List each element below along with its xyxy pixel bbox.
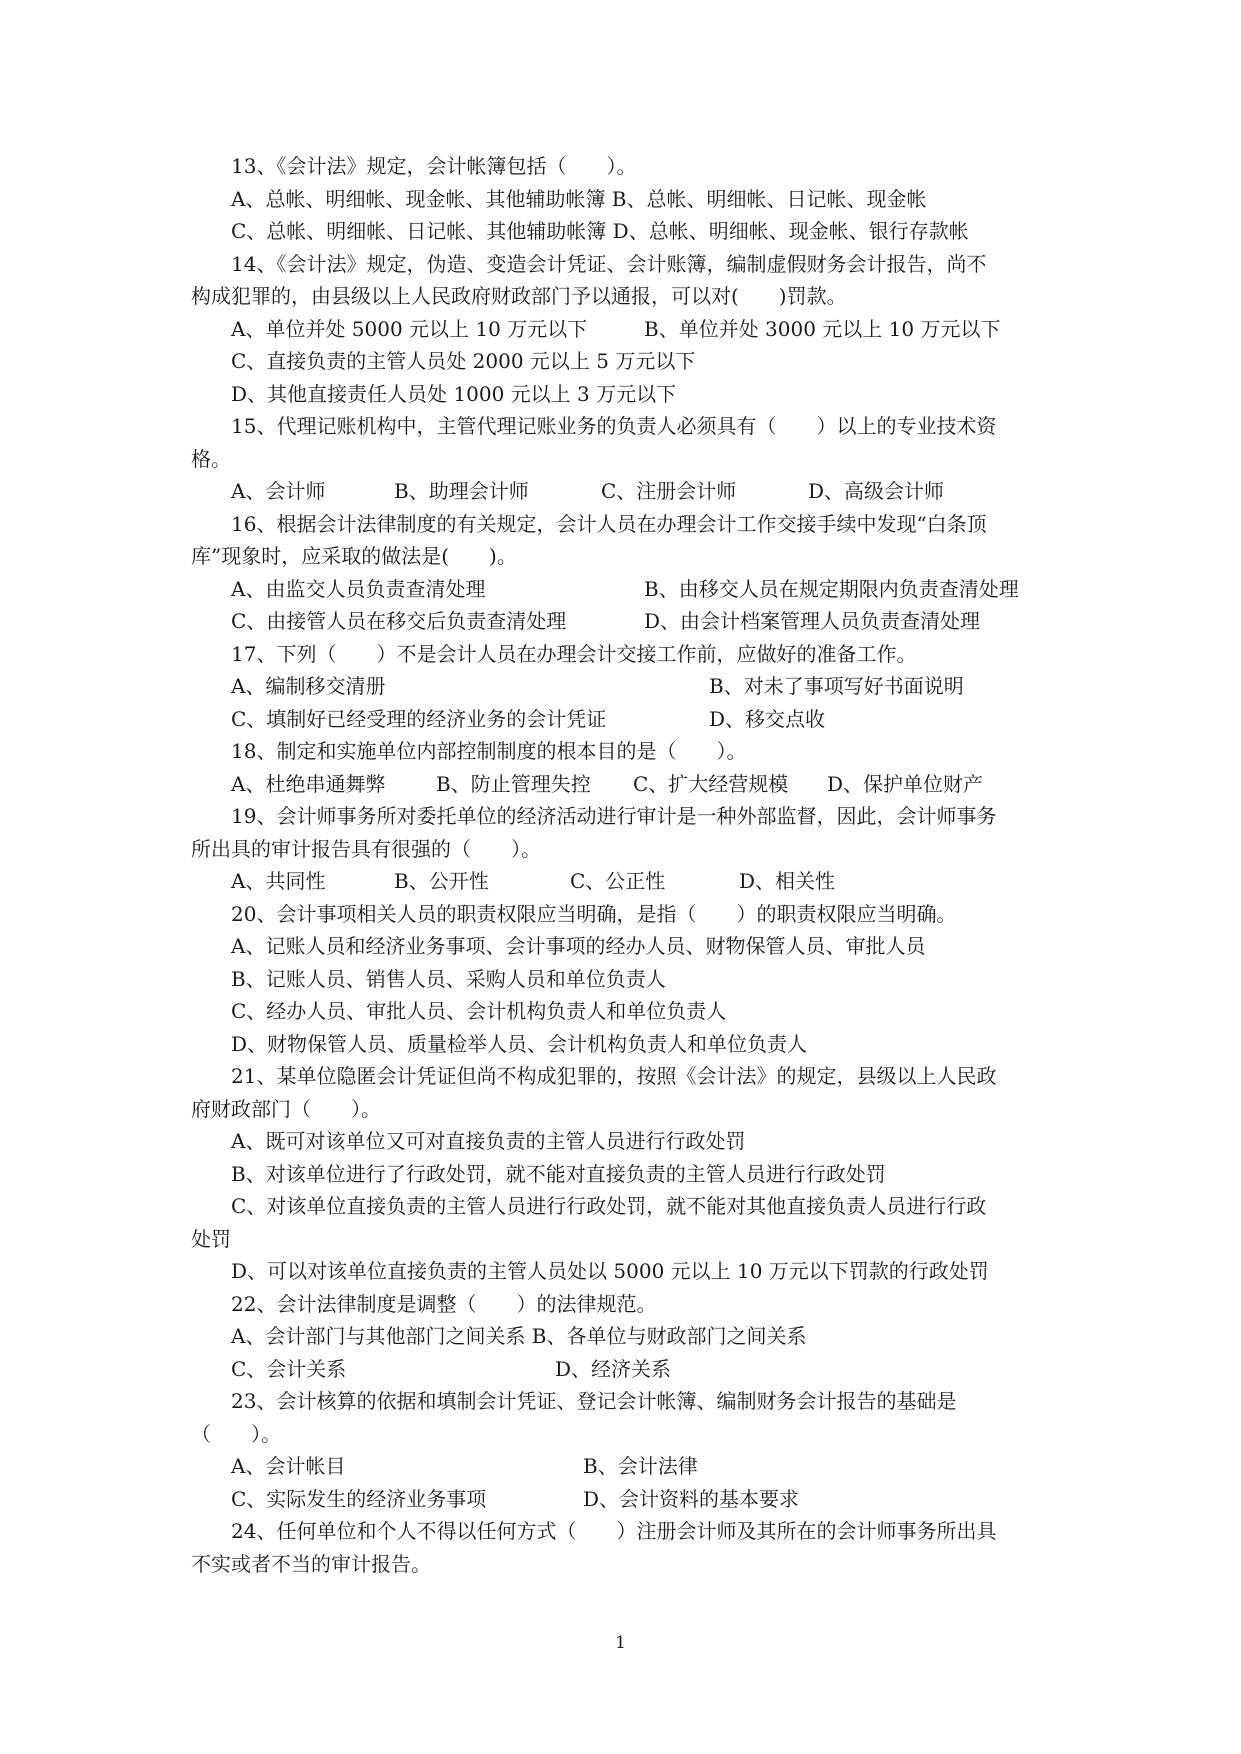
question-23-options-ab — [191, 1450, 1063, 1483]
question-18-option-a: A、杜绝串通舞弊 — [231, 771, 386, 796]
question-19-option-d: D、相关性 — [739, 869, 836, 893]
question-17-stem: 17、下列（ ）不是会计人员在办理会计交接工作前，应做好的准备工作。 — [231, 641, 917, 666]
question-14-option-d: D、其他直接责任人员处 1000 元以上 3 万元以下 — [231, 381, 677, 406]
question-23-options-cd — [191, 1483, 1063, 1516]
question-23-stem-line-1: 23、会计核算的依据和填制会计凭证、登记会计帐簿、编制财务会计报告的基础是 — [231, 1389, 957, 1413]
question-22-stem: 22、会计法律制度是调整（ ）的法律规范。 — [231, 1291, 657, 1316]
question-24-stem-line-1: 24、任何单位和个人不得以任何方式（ ）注册会计师及其所在的会计师事务所出具 — [231, 1519, 997, 1543]
question-13-options-ab: A、总帐、明细帐、现金帐、其他辅助帐簿 B、总帐、明细帐、日记帐、现金帐 — [231, 186, 927, 211]
question-23-option-a: A、会计帐目 — [231, 1454, 346, 1478]
question-18-options — [191, 768, 1063, 801]
question-20-option-a: A、记账人员和经济业务事项、会计事项的经办人员、财物保管人员、审批人员 — [231, 934, 926, 958]
question-20-option-d: D、财物保管人员、质量检举人员、会计机构负责人和单位负责人 — [231, 1031, 808, 1056]
question-23-option-c: C、实际发生的经济业务事项 — [231, 1486, 487, 1511]
question-16-stem-line-2: 库”现象时，应采取的做法是( )。 — [191, 544, 517, 568]
question-18-option-d: D、保护单位财产 — [827, 771, 984, 796]
question-20-option-c: C、经办人员、审批人员、会计机构负责人和单位负责人 — [231, 999, 727, 1023]
question-21-stem-line-2: 府财政部门（ ）。 — [191, 1096, 381, 1121]
question-17-options-cd — [191, 703, 1063, 736]
question-16-options-cd — [191, 605, 1063, 638]
question-19-options — [191, 865, 1063, 898]
question-21-stem-line-1: 21、某单位隐匿会计凭证但尚不构成犯罪的，按照《会计法》的规定，县级以上人民政 — [231, 1064, 997, 1088]
question-19-option-a: A、共同性 — [231, 869, 326, 893]
question-24-stem-line-2: 不实或者不当的审计报告。 — [191, 1551, 431, 1576]
question-19-stem-line-2: 所出具的审计报告具有很强的（ ）。 — [191, 836, 541, 861]
question-15-option-d: D、高级会计师 — [808, 479, 945, 503]
question-15-options — [191, 475, 1063, 508]
question-15-option-c: C、注册会计师 — [601, 479, 737, 503]
question-17-option-a: A、编制移交清册 — [231, 674, 386, 698]
question-23-option-d: D、会计资料的基本要求 — [583, 1486, 800, 1511]
question-14-options-ab — [191, 313, 1063, 346]
question-21-option-b: B、对该单位进行了行政处罚，就不能对直接负责的主管人员进行行政处罚 — [231, 1161, 886, 1186]
question-19-option-c: C、公正性 — [570, 869, 666, 893]
question-18-option-c: C、扩大经营规模 — [633, 771, 789, 796]
question-17-option-d: D、移交点收 — [709, 706, 826, 731]
question-16-stem-line-1: 16、根据会计法律制度的有关规定，会计人员在办理会计工作交接手续中发现“白条顶 — [231, 511, 987, 536]
question-15-option-a: A、会计师 — [231, 479, 326, 503]
question-19-option-b: B、公开性 — [394, 869, 489, 893]
question-23-stem-line-2: （ ）。 — [191, 1421, 281, 1446]
question-16-option-d: D、由会计档案管理人员负责查清处理 — [644, 609, 981, 633]
question-22-option-d: D、经济关系 — [555, 1356, 672, 1381]
question-19-stem-line-1: 19、会计师事务所对委托单位的经济活动进行审计是一种外部监督，因此，会计师事务 — [231, 804, 997, 828]
question-list — [191, 150, 1063, 1580]
question-15-option-b: B、助理会计师 — [394, 479, 529, 503]
question-16-option-b: B、由移交人员在规定期限内负责查清处理 — [644, 576, 1019, 601]
question-20-option-b: B、记账人员、销售人员、采购人员和单位负责人 — [231, 966, 666, 991]
question-21-option-c-line-1: C、对该单位直接负责的主管人员进行行政处罚，就不能对其他直接负责人员进行行政 — [231, 1194, 987, 1218]
question-22-option-c: C、会计关系 — [231, 1356, 347, 1381]
question-16-option-a: A、由监交人员负责查清处理 — [231, 576, 486, 601]
question-18-stem: 18、制定和实施单位内部控制制度的根本目的是（ ）。 — [231, 739, 747, 763]
question-17-options-ab — [191, 670, 1063, 703]
question-13-stem: 13、《会计法》规定，会计帐簿包括（ ）。 — [231, 154, 637, 178]
question-14-stem-line-1: 14、《会计法》规定，伪造、变造会计凭证、会计账簿，编制虚假财务会计报告，尚不 — [231, 251, 987, 276]
question-21-option-c-line-2: 处罚 — [191, 1226, 231, 1251]
question-15-stem-line-2: 格。 — [191, 446, 231, 471]
question-21-option-d: D、可以对该单位直接负责的主管人员处以 5000 元以上 10 万元以下罚款的行政处罚 — [231, 1259, 989, 1283]
question-20-stem: 20、会计事项相关人员的职责权限应当明确，是指（ ）的职责权限应当明确。 — [231, 901, 957, 926]
question-14-option-b: B、单位并处 3000 元以上 10 万元以下 — [644, 316, 1001, 341]
question-23-option-b: B、会计法律 — [583, 1454, 698, 1478]
question-21-option-a: A、既可对该单位又可对直接负责的主管人员进行行政处罚 — [231, 1129, 746, 1153]
question-18-option-b: B、防止管理失控 — [436, 771, 591, 796]
question-22-options-ab: A、会计部门与其他部门之间关系 B、各单位与财政部门之间关系 — [231, 1324, 807, 1348]
question-16-option-c: C、由接管人员在移交后负责查清处理 — [231, 609, 567, 633]
question-13-options-cd: C、总帐、明细帐、日记帐、其他辅助帐簿 D、总帐、明细帐、现金帐、银行存款帐 — [231, 219, 969, 243]
question-16-options-ab — [191, 573, 1063, 606]
question-17-option-c: C、填制好已经受理的经济业务的会计凭证 — [231, 706, 607, 731]
question-14-option-a: A、单位并处 5000 元以上 10 万元以下 — [231, 316, 588, 341]
question-17-option-b: B、对未了事项写好书面说明 — [709, 674, 964, 698]
page-number: 1 — [615, 1633, 626, 1653]
question-22-options-cd — [191, 1353, 1063, 1386]
question-14-stem-line-2: 构成犯罪的，由县级以上人民政府财政部门予以通报，可以对( )罚款。 — [191, 284, 847, 308]
question-14-option-c: C、直接负责的主管人员处 2000 元以上 5 万元以下 — [231, 349, 696, 373]
question-15-stem-line-1: 15、代理记账机构中，主管代理记账业务的负责人必须具有（ ）以上的专业技术资 — [231, 414, 997, 438]
